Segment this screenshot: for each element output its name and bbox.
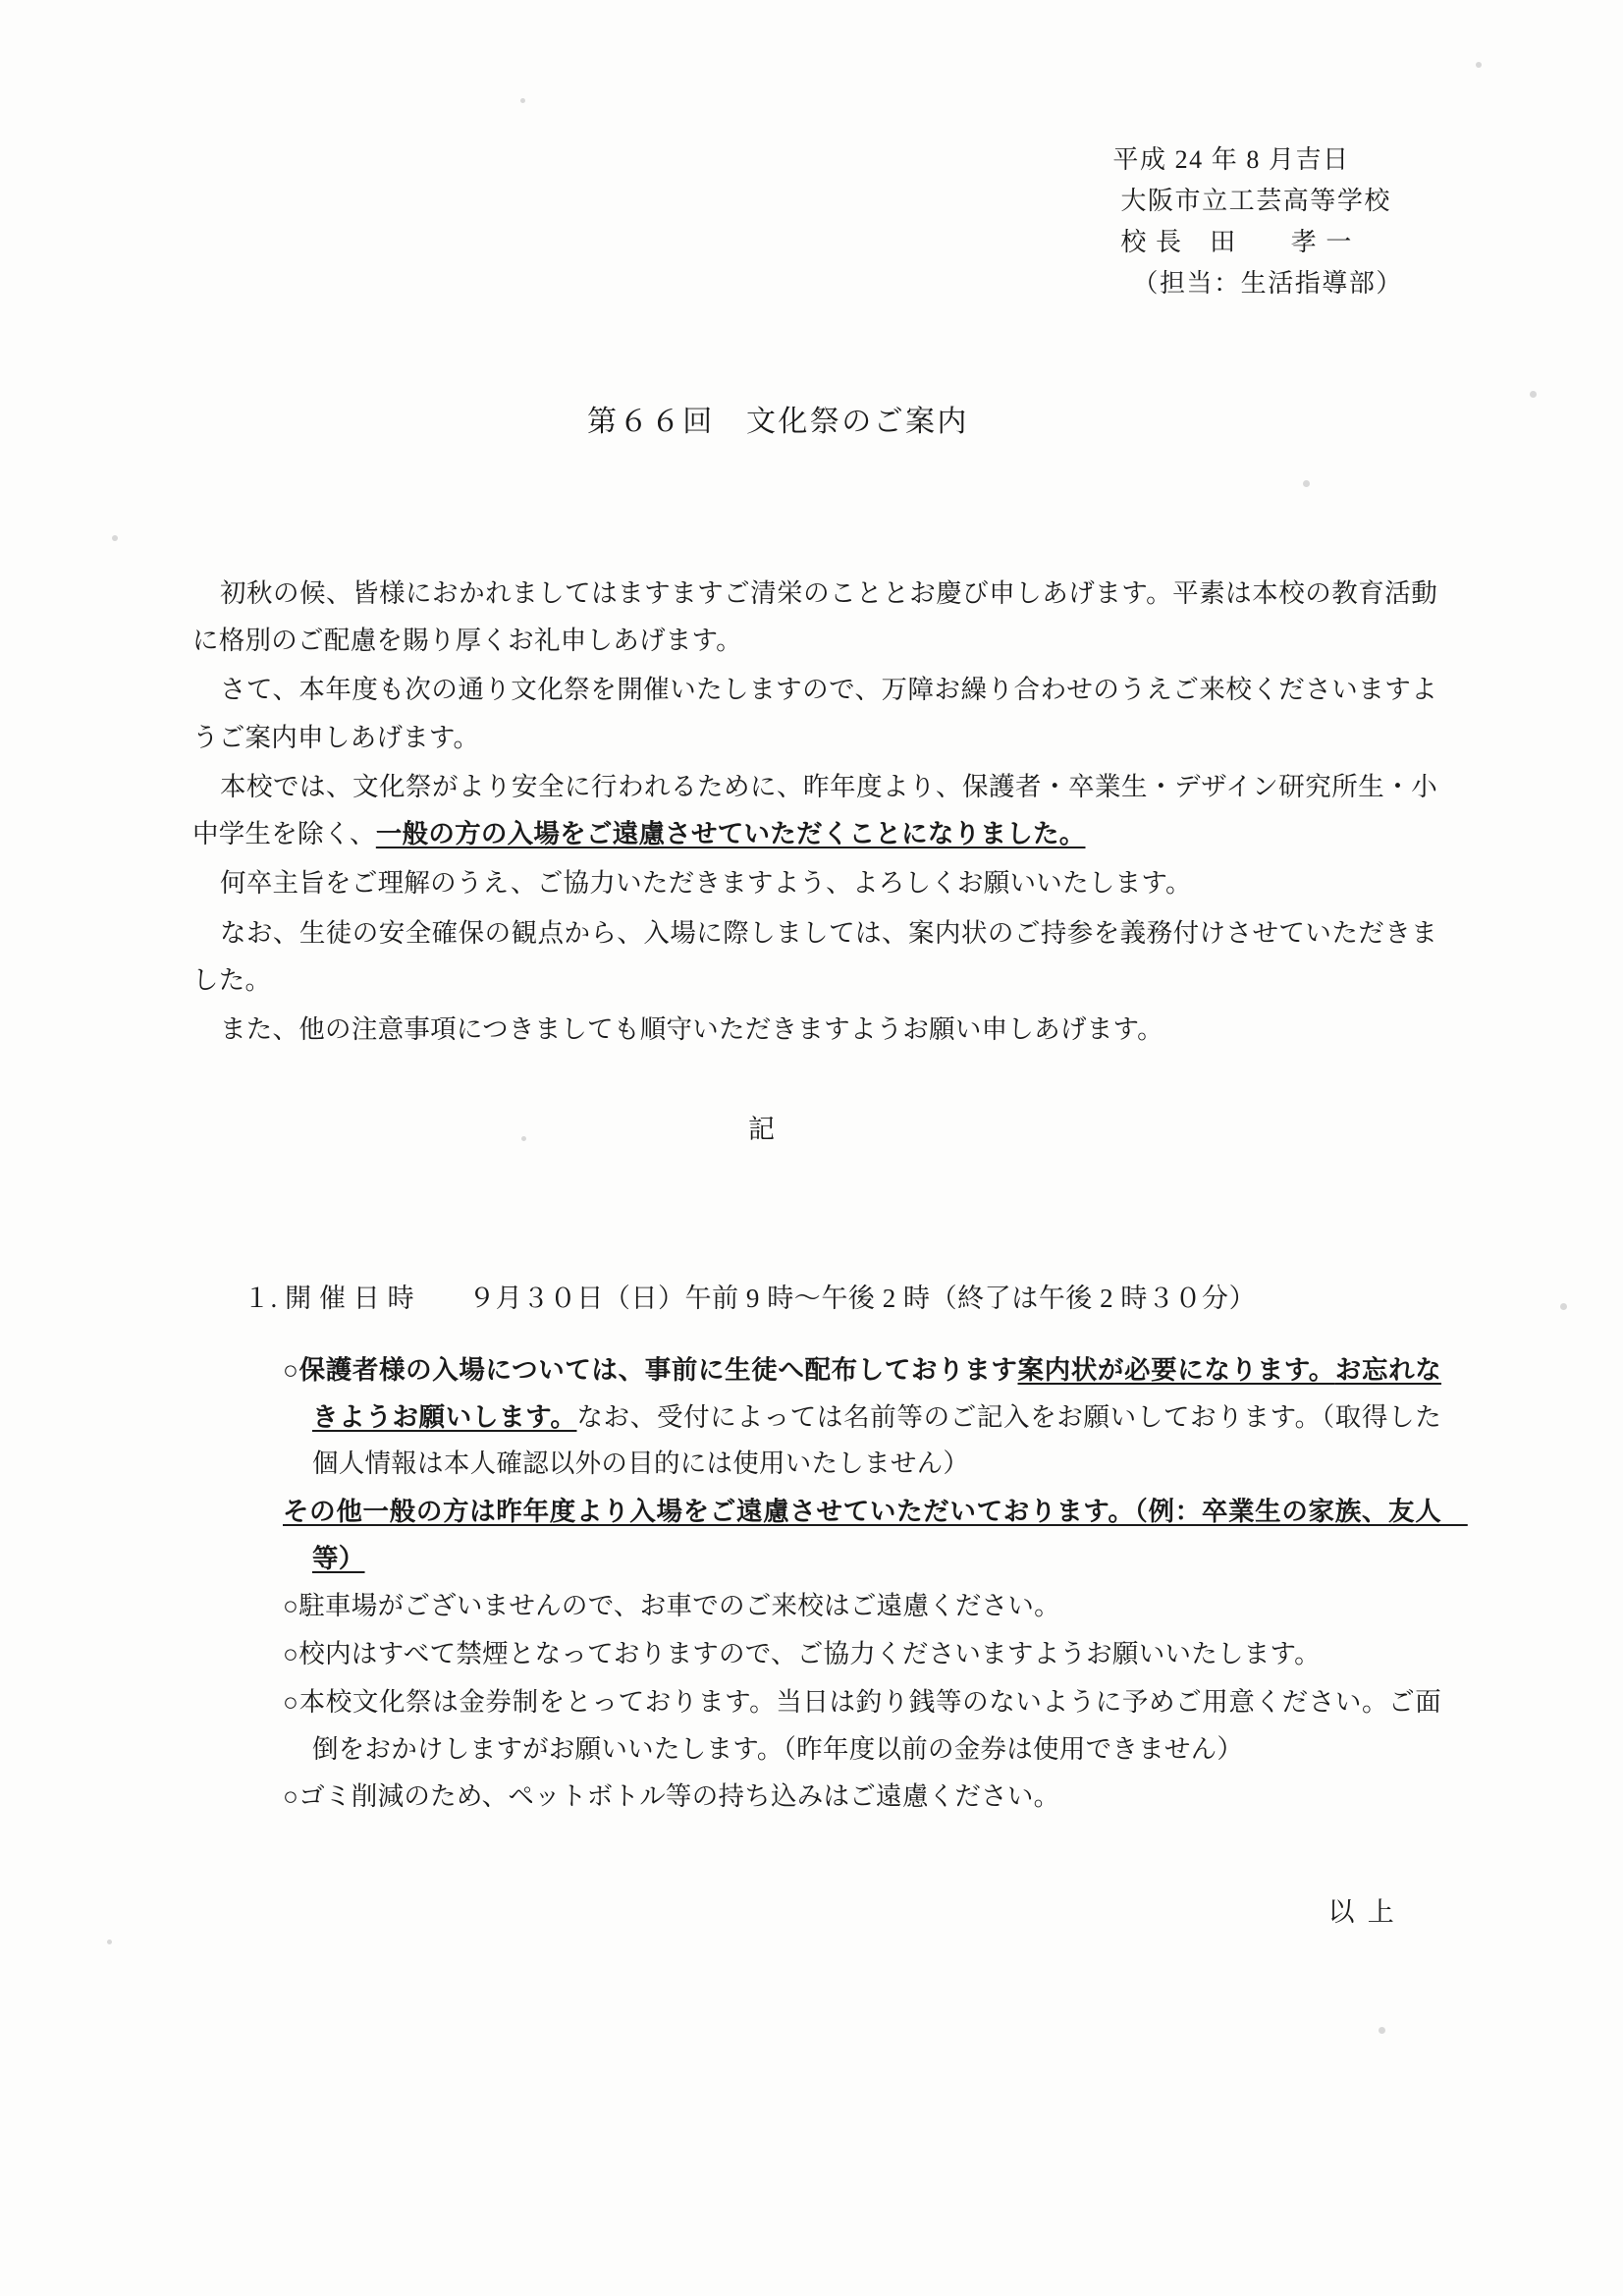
note-2 [283,1489,1468,1582]
note-1 [283,1347,1441,1488]
ki-mark: 記 [748,1115,778,1144]
list-item [283,1679,1441,1773]
note-3-text: 駐車場がございませんので、お車でのご来校はご遠慮ください。 [298,1591,1060,1621]
paragraph-2: さて、本年度も次の通り文化祭を開催いたしますので、万障お繰り合わせのうえご来校くださいますようご案内申しあげます。 [192,675,1437,752]
closing-mark: 以 上 [1327,1897,1397,1927]
paragraph-5: なお、生徒の安全確保の観点から、入場に際しましては、案内状のご持参を義務付けさせていただきました。 [192,917,1437,995]
note-1-seg-0: ○ [283,1355,299,1385]
paragraph-1: 初秋の候、皆様におかれましてはますますご清栄のこととお慶び申しあげます。平素は本校の教育活動に格別のご配慮を賜り厚くお礼申しあげます。 [192,578,1437,656]
header-school: 大阪市立工芸高等学校 [1120,187,1391,216]
header-date: 平成 24 年 8 月吉日 [1112,145,1350,174]
list-item [283,1347,1441,1488]
letter-header [1112,139,1403,304]
note-5-text: 本校文化祭は金券制をとっております。当日は釣り銭等のないように予めご用意ください。ご面倒をおかけしますがお願いいたします。（昨年度以前の金券は使用できません） [298,1686,1441,1764]
header-principal: 校 長 田 孝 一 [1120,228,1353,257]
note-6 [283,1774,1441,1821]
event-datetime-line: １. 開 催 日 時 ９月３０日（日）午前 9 時〜午後 2 時（終了は午後 2 時３０分） [243,1284,1257,1313]
note-5 [283,1679,1441,1773]
paragraph-6: また、他の注意事項につきましても順守いただきますようお願い申しあげます。 [220,1013,1163,1044]
paragraph-4: 何卒主旨をご理解のうえ、ご協力いただきますよう、よろしくお願いいたします。 [220,868,1192,899]
note-1-seg-3: お忘れなきようお願いします。 [312,1355,1442,1432]
list-item [283,1631,1441,1678]
paragraph-3 [192,763,1437,857]
header-contact: （担当：生活指導部） [1132,269,1403,299]
list-item [283,1583,1441,1630]
list-item [283,1774,1441,1821]
page-title: 第６６回 文化祭のご案内 [587,406,969,438]
note-1-seg-2: 案内状が必要になります。 [1017,1355,1335,1385]
note-3-bullet: ○ [283,1591,299,1621]
note-2-seg-0: その他一般の方は昨年度より入場をご遠慮させていただいております。（例：卒業生の家族、友人 等） [283,1497,1468,1573]
note-6-bullet: ○ [283,1781,299,1812]
note-1-seg-1: 保護者様の入場については、事前に生徒へ配布しております [298,1355,1018,1385]
list-item [283,1489,1468,1582]
notes-list [283,1347,1468,1822]
paragraph-3-underlined: 一般の方の入場をご遠慮させていただくことになりました。 [375,819,1086,849]
paragraph-3-text: 本校では、文化祭がより安全に行われるために、昨年度より、保護者・卒業生・デザイン研究所生・小中学生を除く、 [192,771,1437,849]
note-4 [283,1631,1441,1678]
note-4-text: 校内はすべて禁煙となっておりますので、ご協力くださいますようお願いいたします。 [298,1639,1321,1669]
note-3 [283,1583,1441,1630]
note-6-text: ゴミ削減のため、ペットボトル等の持ち込みはご遠慮ください。 [298,1781,1060,1812]
letter-paragraphs [192,570,1437,1055]
note-5-bullet: ○ [283,1686,299,1717]
note-4-bullet: ○ [283,1639,299,1669]
note-1-seg-4: なお、受付によっては名前等のご記入をお願いしております。（取得した個人情報は本人確認以外の目的には使用いたしません） [312,1401,1442,1479]
